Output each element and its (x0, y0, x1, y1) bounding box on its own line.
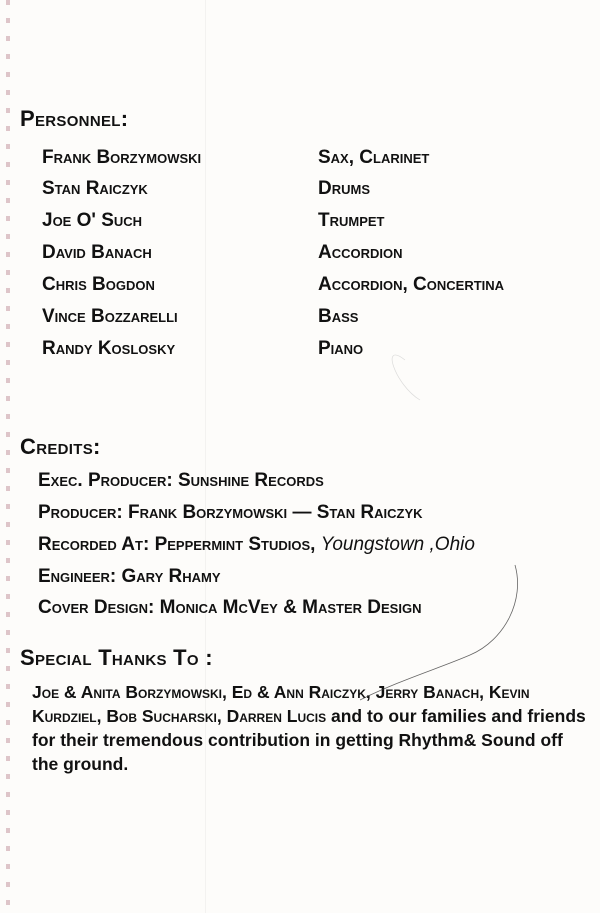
credit-value: Frank Borzymowski — Stan Raiczyk (128, 502, 423, 523)
thanks-heading: Special Thanks To : (20, 645, 213, 670)
credit-value: Sunshine Records (177, 470, 324, 491)
member-name: Randy Koslosky (42, 338, 176, 359)
credit-value: Peppermint Studios, (154, 534, 316, 555)
member-instrument: Drums (318, 178, 370, 199)
personnel-heading: Personnel: (20, 106, 129, 131)
member-name: Frank Borzymowski (42, 147, 202, 168)
credit-label: Producer: (38, 502, 123, 523)
member-instrument: Bass (318, 306, 359, 327)
thanks-text: and to our families and friends for their tremendous contribution in getting Rhythm& Sound off the ground. (32, 706, 586, 774)
credit-location: Youngstown ,Ohio (320, 534, 475, 555)
credit-label: Cover Design: (38, 597, 155, 618)
member-name: Stan Raiczyk (42, 178, 148, 199)
thanks-names: Joe & Anita Borzymowski, Ed & Ann Raiczyk, Jerry Banach, Kevin Kurdziel, Bob Sucharski, Darren Lucis (32, 682, 530, 726)
member-instrument: Accordion (318, 242, 403, 263)
credit-value: Gary Rhamy (121, 566, 221, 587)
credit-value: Monica McVey & Master Design (159, 597, 422, 618)
member-instrument: Piano (318, 338, 364, 359)
member-name: Vince Bozzarelli (42, 306, 178, 327)
member-instrument: Accordion, Concertina (318, 274, 505, 295)
member-name: Joe O' Such (42, 210, 143, 231)
member-instrument: Trumpet (318, 210, 385, 231)
credit-label: Recorded At: (38, 534, 150, 555)
member-instrument: Sax, Clarinet (318, 147, 430, 168)
credits-heading: Credits: (20, 434, 101, 459)
member-name: Chris Bogdon (42, 274, 155, 295)
credit-label: Engineer: (38, 566, 117, 587)
credit-label: Exec. Producer: (38, 470, 173, 491)
member-name: David Banach (42, 242, 152, 263)
